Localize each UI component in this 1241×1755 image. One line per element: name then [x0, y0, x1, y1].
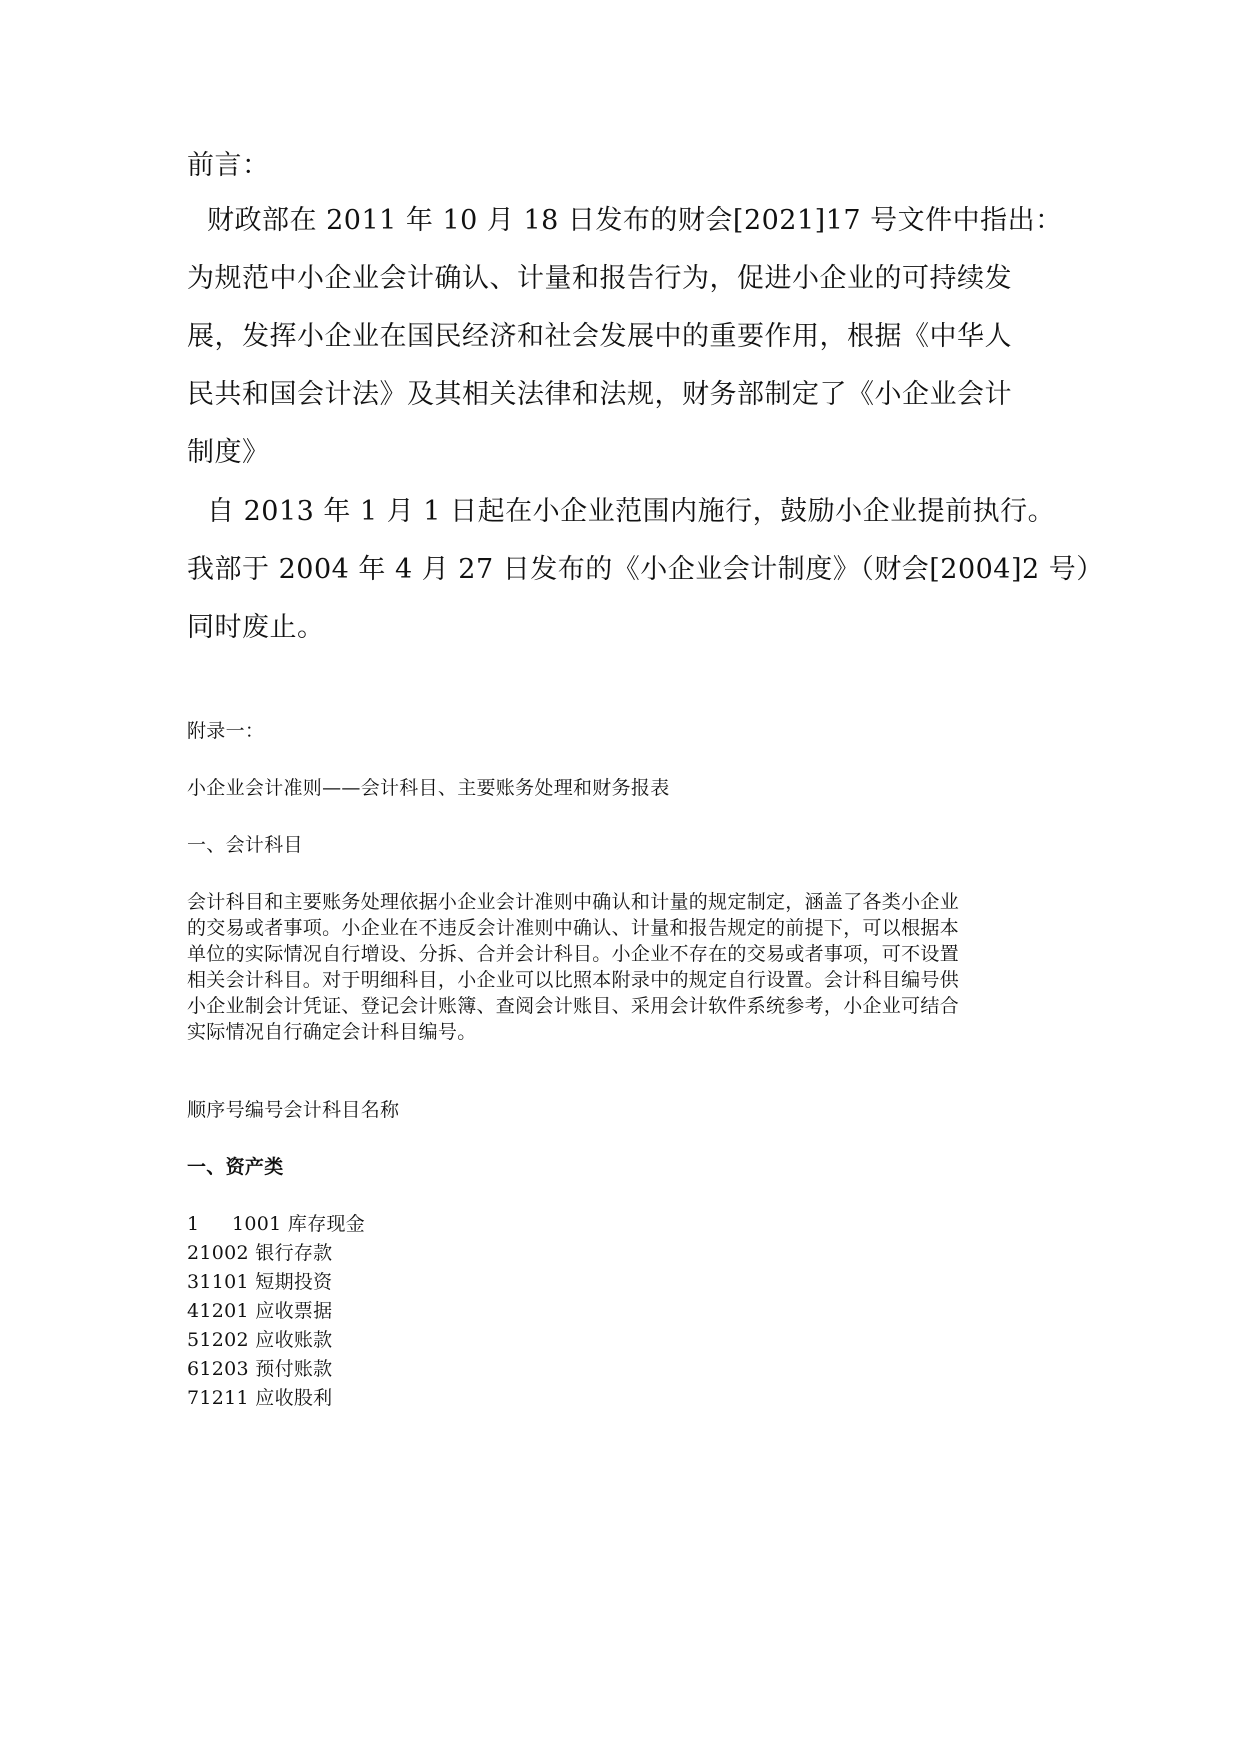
preface-p2-line-3: 同时废止。 [187, 612, 325, 643]
account-row: 31101 短期投资 [187, 1271, 333, 1293]
body-line-3: 单位的实际情况自行增设、分拆、合并会计科目。小企业不存在的交易或者事项，可不设置 [187, 943, 960, 965]
account-code-name: 1001 库存现金 [232, 1213, 366, 1235]
account-row: 71211 应收股利 [187, 1387, 333, 1409]
section-heading: 一、会计科目 [187, 834, 303, 856]
body-line-1: 会计科目和主要账务处理依据小企业会计准则中确认和计量的规定制定，涵盖了各类小企业 [187, 891, 960, 913]
category-heading: 一、资产类 [187, 1156, 284, 1178]
preface-p2-line-2: 我部于 2004 年 4 月 27 日发布的《小企业会计制度》（财会[2004]2 号） [187, 554, 1104, 585]
appendix-title: 小企业会计准则——会计科目、主要账务处理和财务报表 [187, 777, 670, 799]
account-seq: 1 [187, 1213, 200, 1235]
preface-p1-line-1: 财政部在 2011 年 10 月 18 日发布的财会[2021]17 号文件中指出： [207, 205, 1063, 236]
preface-p1-line-3: 展，发挥小企业在国民经济和社会发展中的重要作用，根据《中华人 [187, 321, 1012, 352]
account-row: 51202 应收账款 [187, 1329, 333, 1351]
appendix-label: 附录一： [187, 720, 265, 742]
account-row [187, 1211, 365, 1237]
preface-p1-line-5: 制度》 [187, 437, 270, 468]
account-row: 21002 银行存款 [187, 1242, 333, 1264]
account-row: 41201 应收票据 [187, 1300, 333, 1322]
preface-heading: 前言： [187, 150, 270, 181]
preface-p2-line-1: 自 2013 年 1 月 1 日起在小企业范围内施行，鼓励小企业提前执行。 [207, 496, 1056, 527]
body-line-2: 的交易或者事项。小企业在不违反会计准则中确认、计量和报告规定的前提下，可以根据本 [187, 917, 960, 939]
preface-p1-line-2: 为规范中小企业会计确认、计量和报告行为，促进小企业的可持续发 [187, 263, 1012, 294]
body-line-6: 实际情况自行确定会计科目编号。 [187, 1021, 477, 1043]
body-line-4: 相关会计科目。对于明细科目，小企业可以比照本附录中的规定自行设置。会计科目编号供 [187, 969, 960, 991]
preface-p1-line-4: 民共和国会计法》及其相关法律和法规，财务部制定了《小企业会计 [187, 379, 1012, 410]
table-header: 顺序号编号会计科目名称 [187, 1099, 400, 1121]
body-line-5: 小企业制会计凭证、登记会计账簿、查阅会计账目、采用会计软件系统参考，小企业可结合 [187, 995, 960, 1017]
account-row: 61203 预付账款 [187, 1358, 333, 1380]
